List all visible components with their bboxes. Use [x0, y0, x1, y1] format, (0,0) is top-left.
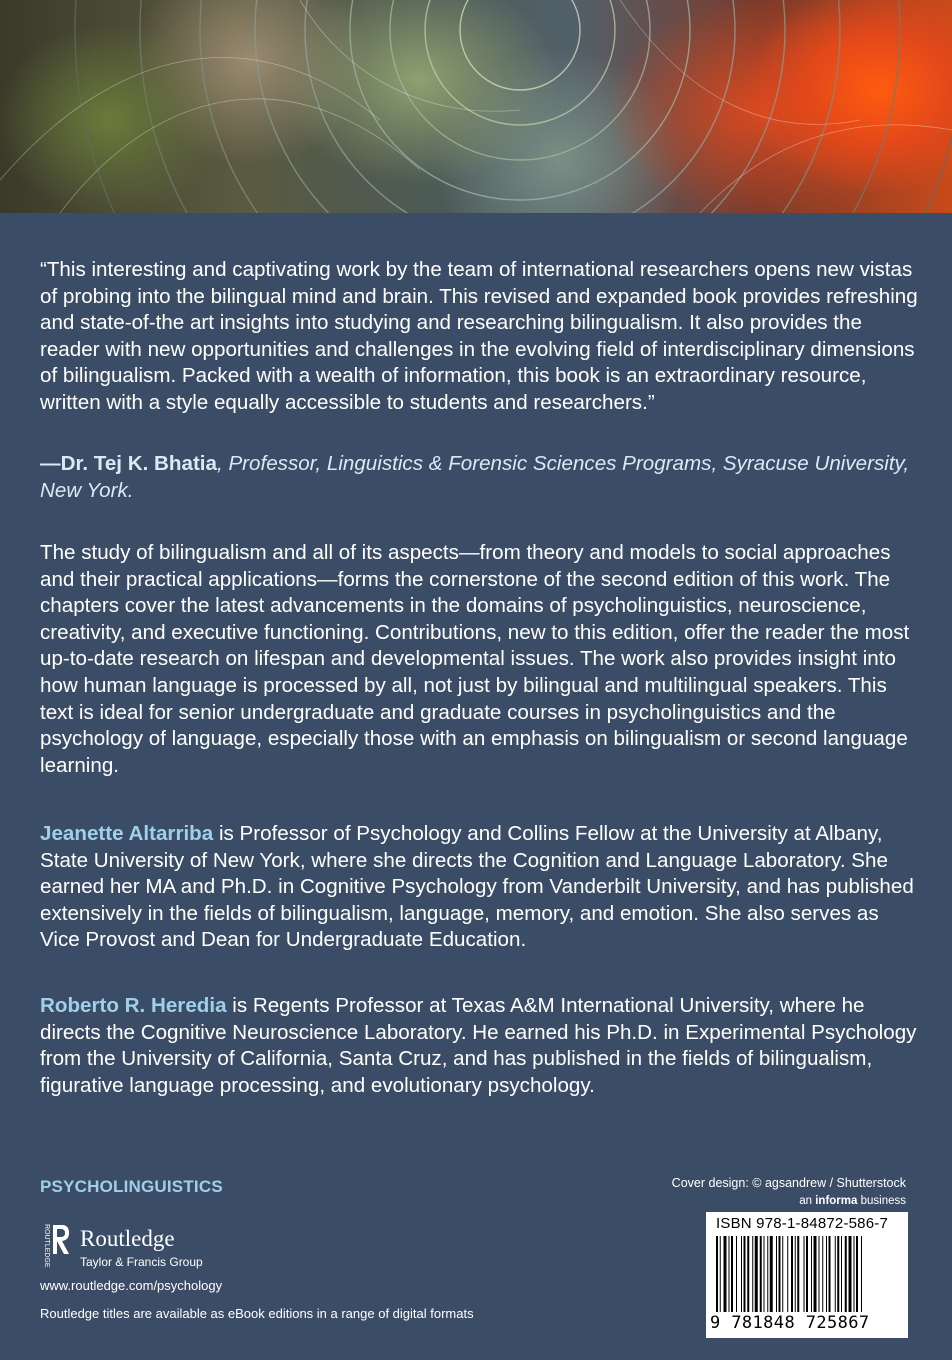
barcode-bar	[826, 1236, 827, 1312]
barcode-bar	[747, 1236, 749, 1312]
barcode-bar	[835, 1236, 836, 1312]
publisher-website-link[interactable]: www.routledge.com/psychology	[40, 1278, 223, 1293]
barcode-bar	[837, 1236, 839, 1312]
barcode-bar	[829, 1236, 831, 1312]
publisher-group: Taylor & Francis Group	[80, 1255, 203, 1269]
book-description: The study of bilingualism and all of its aspects—from theory and models to social approaches and their practical applications—forms the cornerstone of the second edition of this work. The chapters cover the latest advancements in the domains of psycholinguistics, neuroscience, creativity, and executive functioning. Contributions, new to this edition, offer the reader the most up-to-date research on lifespan and developmental issues. The work also provides insight into how human language is processed by all, not just by bilingual and multilingual speakers. This text is ideal for senior undergraduate and graduate courses in psycholinguistics and the psychology of language, especially those with an emphasis on bilingualism or second language learning.	[40, 541, 910, 777]
informa-brand: informa	[815, 1195, 858, 1207]
barcode-icon	[716, 1236, 900, 1312]
barcode-bar	[841, 1236, 842, 1312]
author-bio-text: is Professor of Psychology and Collins Fellow at the University at Albany, State University of New York, where she directs the Cognition and Language Laboratory. She earned her MA and Ph.D. in Cognitive Psychology from Vanderbilt University, and has published extensively in the fields of bilingualism, language, memory, and emotion. She also serves as Vice Provost and Dean for Undergraduate Education.	[40, 822, 914, 952]
barcode-bar	[741, 1236, 742, 1312]
endorsement-attribution	[40, 451, 920, 504]
author-name: Roberto R. Heredia	[40, 994, 227, 1017]
routledge-r-logo-icon	[40, 1222, 70, 1270]
barcode-bar	[716, 1236, 718, 1312]
endorser-name: —Dr. Tej K. Bhatia	[40, 452, 217, 475]
endorsement-quote: “This interesting and captivating work by the team of international researchers opens new vistas of probing into the bilingual mind and brain. This revised and expanded book provides refreshing and state-of-the art insights into studying and researching bilingualism. It also provides the reader with new opportunities and challenges in the evolving field of interdisciplinary dimensions of bilingualism. Packed with a wealth of information, this book is an extraordinary resource, written with a style equally accessible to students and researchers.”	[40, 258, 918, 414]
endorser-role: , Professor, Linguistics & Forensic Sciences Programs, Syracuse University, New York.	[40, 452, 910, 502]
barcode-bar	[804, 1236, 805, 1312]
cover-design-credit: Cover design: © agsandrew / Shutterstock	[671, 1176, 906, 1190]
author-bio-heredia	[40, 993, 920, 1099]
barcode-bar	[731, 1236, 733, 1312]
barcode-bar	[776, 1236, 777, 1312]
publisher-logo	[40, 1222, 260, 1272]
cover-art-banner	[0, 0, 952, 213]
logo-vertical-text: ROUTLEDGE	[43, 1224, 50, 1268]
barcode-bar	[744, 1236, 746, 1312]
barcode-bar	[782, 1236, 783, 1312]
barcode-bar	[770, 1236, 773, 1312]
barcode-bar	[764, 1236, 765, 1312]
ebook-note: Routledge titles are available as eBook editions in a range of digital formats	[40, 1306, 474, 1321]
barcode-bar	[755, 1236, 758, 1312]
informa-tagline: an informa business	[799, 1195, 906, 1207]
author-name: Jeanette Altarriba	[40, 822, 214, 845]
barcode-bar	[729, 1236, 730, 1312]
publisher-name: Routledge	[80, 1226, 175, 1251]
barcode-bar	[861, 1236, 862, 1312]
isbn-number: ISBN 978-1-84872-586-7	[716, 1215, 889, 1232]
barcode-bar	[760, 1236, 762, 1312]
barcode-bar	[787, 1236, 788, 1312]
barcode-bar	[736, 1236, 737, 1312]
barcode-label	[706, 1212, 908, 1338]
barcode-bar	[811, 1236, 812, 1312]
author-bio-altarriba	[40, 821, 920, 954]
fractal-spiral-image	[0, 0, 952, 213]
subject-category: PSYCHOLINGUISTICS	[40, 1177, 223, 1196]
barcode-bar	[791, 1236, 793, 1312]
barcode-bar	[779, 1236, 781, 1312]
barcode-bar	[797, 1236, 799, 1312]
barcode-bar	[856, 1236, 858, 1312]
barcode-bar	[819, 1236, 820, 1312]
barcode-bar	[724, 1236, 727, 1312]
barcode-bar	[845, 1236, 847, 1312]
barcode-bar	[752, 1236, 753, 1312]
ean-digits: 9 781848 725867	[710, 1313, 870, 1333]
author-bio-text: is Regents Professor at Texas A&M International University, where he directs the Cognitive Neuroscience Laboratory. He earned his Ph.D. in Experimental Psychology from the University of California, Santa Cruz, and has published in the fields of bilingualism, figurative language processing, and evolutionary psychology.	[40, 994, 917, 1097]
barcode-bar	[806, 1236, 808, 1312]
barcode-bar	[849, 1236, 852, 1312]
barcode-bar	[767, 1236, 768, 1312]
barcode-bar	[814, 1236, 817, 1312]
barcode-bar	[822, 1236, 823, 1312]
barcode-bar	[854, 1236, 855, 1312]
barcode-bar	[795, 1236, 796, 1312]
barcode-bar	[720, 1236, 721, 1312]
